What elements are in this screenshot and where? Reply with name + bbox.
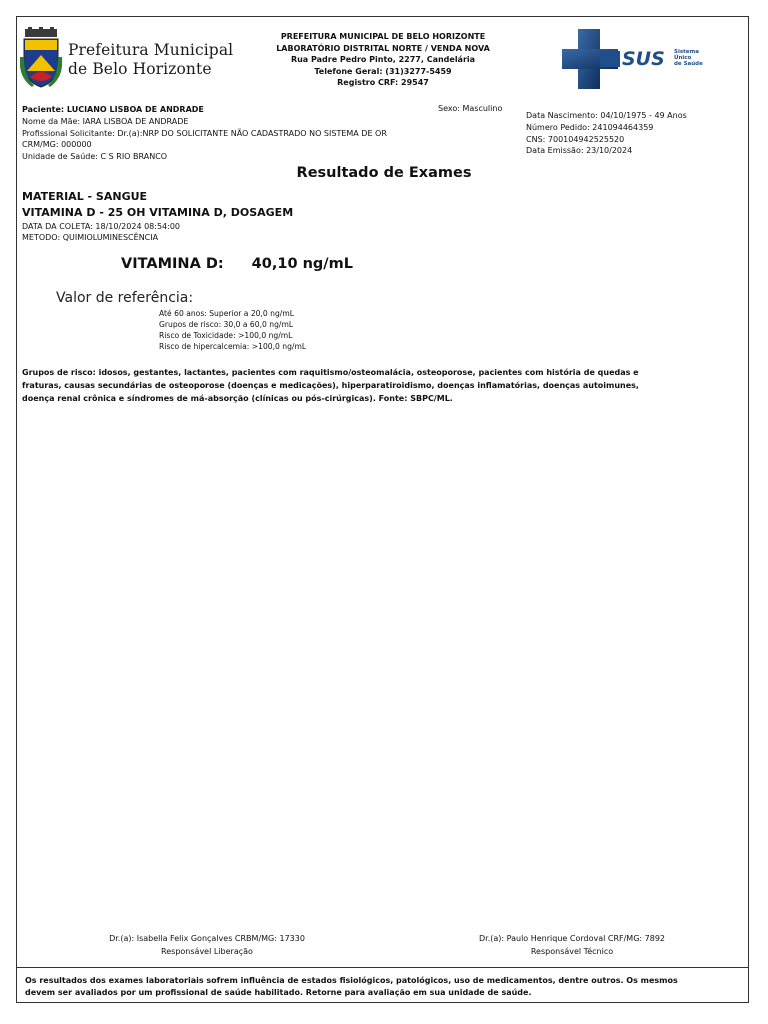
exam-name: VITAMINA D - 25 OH VITAMINA D, DOSAGEM <box>22 205 294 219</box>
mother-name: Nome da Mãe: IARA LISBOA DE ANDRADE <box>22 116 189 126</box>
sus-sub1: Sistema <box>674 49 699 55</box>
document-title: Resultado de Exames <box>296 165 472 181</box>
header-line2: LABORATÓRIO DISTRITAL NORTE / VENDA NOVA <box>276 43 490 53</box>
result-value: 40,10 ng/mL <box>251 256 353 272</box>
order-number: Número Pedido: 241094464359 <box>526 122 654 132</box>
header-line3: Rua Padre Pedro Pinto, 2277, Candelária <box>290 55 476 65</box>
collection-date: DATA DA COLETA: 18/10/2024 08:54:00 <box>22 222 180 231</box>
footer-line1: Os resultados dos exames laboratoriais sofrem influência de estados fisiológicos, patológicos, uso de medicamentos, dentre outros. Os mesmos <box>25 976 678 985</box>
crm-number: CRM/MG: 000000 <box>22 140 92 150</box>
reference-item: Risco de hipercalcemia: >100,0 ng/mL <box>159 341 307 351</box>
note-line: fraturas, causas secundárias de osteoporose (doenças e medicações), hiperparatiroidismo, doenças inflamatórias, doenças autoimunes, <box>22 381 639 391</box>
signature-technical <box>442 932 702 958</box>
footer-line2: devem ser avaliados por um profissional de saúde habilitado. Retorne para avaliação em sua unidade de saúde. <box>25 988 532 998</box>
material: MATERIAL - SANGUE <box>22 190 148 203</box>
reference-list <box>159 309 306 353</box>
exam-header <box>22 189 293 220</box>
sus-sub2: Único <box>674 55 692 61</box>
pbh-logo <box>20 27 234 91</box>
footer-disclaimer <box>25 975 741 1000</box>
pbh-wordmark-line2: de Belo Horizonte <box>68 60 212 78</box>
patient-name: Paciente: LUCIANO LISBOA DE ANDRADE <box>22 105 204 114</box>
signature-name: Dr.(a): Paulo Henrique Cordoval CRF/MG: 7892 <box>478 934 665 943</box>
header-line1: PREFEITURA MUNICIPAL DE BELO HORIZONTE <box>280 32 486 41</box>
reference-item: Risco de Toxicidade: >100,0 ng/mL <box>159 330 293 340</box>
signature-role: Responsável Liberação <box>161 947 253 956</box>
sus-cross-icon <box>560 29 710 91</box>
note-line: Grupos de risco: idosos, gestantes, lactantes, pacientes com raquitismo/osteomalácia, osteoporose, pacientes com história de quedas e <box>22 368 639 377</box>
signature-release <box>77 932 337 958</box>
lab-header <box>250 31 516 89</box>
header-line5: Registro CRF: 29547 <box>337 78 429 88</box>
header-line4: Telefone Geral: (31)3277-5459 <box>314 66 452 76</box>
pbh-wordmark-line1: Prefeitura Municipal <box>68 41 234 59</box>
patient-sex: Sexo: Masculino <box>438 104 503 113</box>
method: METODO: QUIMIOLUMINESCÊNCIA <box>22 233 159 243</box>
cns-number: CNS: 700104942525520 <box>526 134 625 144</box>
signature-role: Responsável Técnico <box>530 947 614 956</box>
note-line: doença renal crônica e síndromes de má-absorção (clínicas ou pós-cirúrgicas). Fonte: SBPC/ML. <box>22 394 453 404</box>
birth-date: Data Nascimento: 04/10/1975 - 49 Anos <box>526 111 687 120</box>
reference-title: Valor de referência: <box>56 290 194 306</box>
patient-details <box>526 110 741 157</box>
result <box>121 256 353 272</box>
health-unit: Unidade de Saúde: C S RIO BRANCO <box>22 152 168 162</box>
exam-meta <box>22 221 180 244</box>
sus-sub3: de Saúde <box>674 61 703 67</box>
risk-groups-note <box>22 366 742 406</box>
requesting-professional: Profissional Solicitante: Dr.(a):NRP DO SOLICITANTE NÃO CADASTRADO NO SISTEMA DE OR <box>22 128 387 138</box>
issue-date: Data Emissão: 23/10/2024 <box>526 146 633 156</box>
signature-name: Dr.(a): Isabella Felix Gonçalves CRBM/MG: 17330 <box>109 934 305 943</box>
patient-info <box>22 104 422 163</box>
reference-item: Até 60 anos: Superior a 20,0 ng/mL <box>159 309 294 318</box>
reference-item: Grupos de risco: 30,0 a 60,0 ng/mL <box>159 319 294 329</box>
pbh-coat-of-arms-icon <box>20 27 62 91</box>
sus-logo <box>560 29 710 91</box>
result-label: VITAMINA D: <box>121 256 224 272</box>
sus-wordmark: SUS <box>622 48 665 70</box>
footer-divider <box>16 967 749 968</box>
